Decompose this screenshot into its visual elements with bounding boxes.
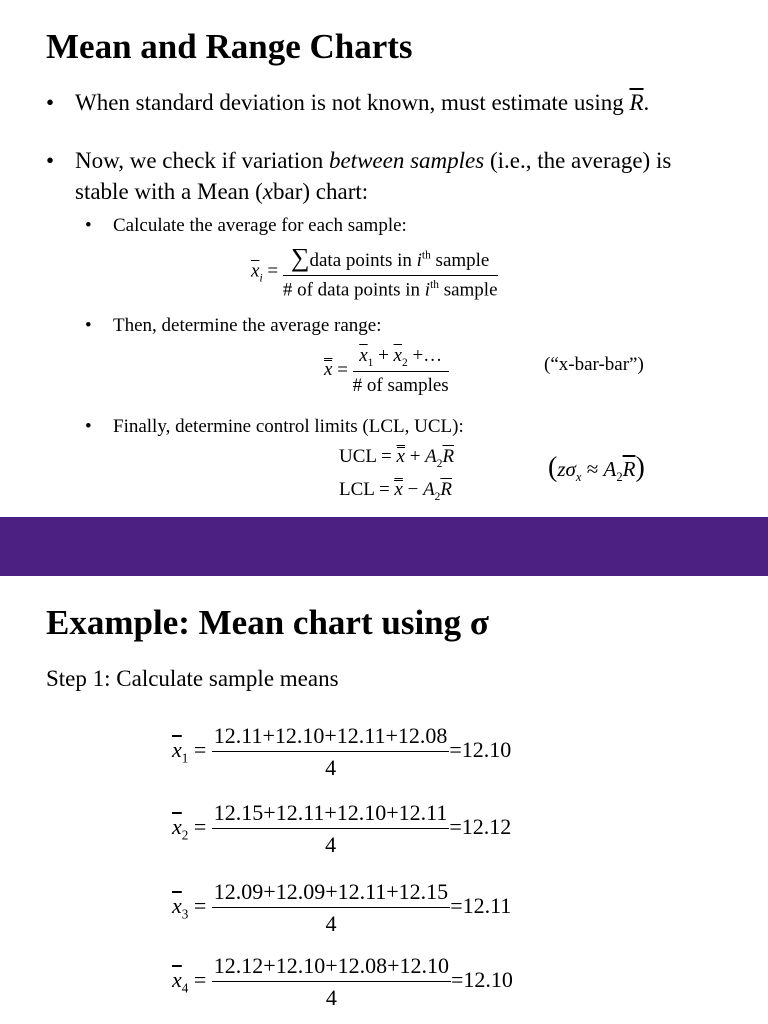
- formula1-num-pre: data points in: [309, 250, 417, 271]
- mean-eq: =: [193, 814, 207, 840]
- approx: ≈: [581, 457, 604, 481]
- formula2-eq: =: [337, 359, 348, 381]
- formula-sample-average: [251, 243, 498, 301]
- bullet-2-emphasis: between samples: [328, 148, 485, 173]
- mean-eq: =: [193, 893, 207, 919]
- mean-result: =12.11: [450, 893, 512, 919]
- formula1-den-post: sample: [438, 279, 498, 301]
- sub-bullet-1-text: Calculate the average for each sample:: [113, 215, 407, 236]
- ucl-a-sub: 2: [436, 457, 443, 470]
- formula2-fraction: [353, 345, 449, 397]
- bullet-2-line2-pre: stable with a Mean (: [75, 179, 263, 204]
- mean-var: $\overline{x}$: [172, 967, 182, 993]
- mean-var: $\overline{x}$: [172, 737, 182, 763]
- note-r: $\overline{R}$: [622, 457, 636, 481]
- bullet-2-line2-post: bar) chart:: [273, 179, 369, 204]
- plus: +: [373, 345, 394, 366]
- x2-sub: 2: [401, 356, 408, 369]
- formula1-eq: =: [267, 260, 279, 282]
- lcl-r: $\overline{R}$: [440, 479, 452, 500]
- sub-bullet-3-text: Finally, determine control limits (LCL, UCL):: [113, 416, 464, 437]
- slide-separator-band: [0, 517, 768, 576]
- z-sigma: zσ: [557, 457, 576, 481]
- lcl-x: x: [394, 479, 403, 500]
- mean-numerator: 12.09+12.09+12.11+12.15: [212, 879, 450, 908]
- mean-denominator: 4: [325, 985, 337, 1010]
- ucl-x: x: [396, 446, 405, 467]
- bullet-1-end: .: [643, 90, 650, 115]
- x1: $\overline{x}$: [359, 345, 368, 366]
- mean-var: $\overline{x}$: [172, 893, 182, 919]
- ucl-op: +: [404, 446, 426, 467]
- sub-bullet-3: [85, 416, 464, 438]
- ucl-a: A: [425, 446, 437, 467]
- sub-bullet-2-text: Then, determine the average range:: [113, 315, 382, 336]
- formula1-lhs-sub: i: [259, 272, 263, 285]
- mean-denominator: 4: [325, 755, 337, 780]
- x1-sub: 1: [367, 356, 374, 369]
- slide-title: Mean and Range Charts: [46, 27, 413, 66]
- sample-mean-equation: [172, 800, 511, 858]
- note-a: A: [603, 457, 617, 481]
- bullet-dot: •: [46, 90, 55, 115]
- formula1-den-pre: # of data points in: [282, 279, 425, 301]
- ucl-formula: [339, 446, 454, 470]
- mean-eq: =: [193, 967, 207, 993]
- x-double-bar: [324, 359, 332, 380]
- mean-eq: =: [193, 737, 207, 763]
- formula1-num-post: sample: [430, 250, 490, 271]
- bullet-dot: •: [85, 416, 92, 437]
- mean-result: =12.10: [449, 737, 512, 763]
- mean-numerator: 12.12+12.10+12.08+12.10: [212, 953, 451, 982]
- x-var: x: [262, 179, 273, 204]
- mean-sub: 4: [181, 980, 189, 996]
- paren-open: (: [548, 452, 558, 483]
- lcl-op: −: [402, 479, 424, 500]
- lcl-eq: =: [374, 479, 395, 500]
- mean-fraction: [212, 953, 451, 1011]
- bullet-dot: •: [46, 148, 55, 173]
- sample-mean-equation: [172, 953, 513, 1011]
- formula1-lhs: $\overline{x}$: [251, 260, 260, 282]
- bullet-1: [46, 90, 649, 116]
- mean-numerator: 12.11+12.10+12.11+12.08: [212, 723, 450, 752]
- bullet-2-text: Now, we check if variation: [75, 148, 329, 173]
- x2: $\overline{x}$: [393, 345, 402, 366]
- formula2-rest: +…: [407, 345, 443, 366]
- z-sigma-sub: x: [575, 470, 582, 485]
- lcl-x-double-bar: [394, 479, 402, 500]
- lcl-label: LCL: [339, 479, 375, 500]
- sample-mean-equation: [172, 879, 511, 937]
- bullet-dot: •: [85, 215, 92, 236]
- ucl-x-double-bar: [397, 446, 405, 467]
- formula2-lhs: x: [324, 359, 333, 381]
- formula1-fraction: [283, 243, 498, 301]
- ucl-r: $\overline{R}$: [442, 446, 455, 467]
- formula1-den-sup: th: [430, 279, 439, 291]
- lcl-a: A: [423, 479, 435, 500]
- r-bar: $\overline{R}$: [629, 90, 644, 115]
- mean-fraction: [212, 879, 450, 937]
- formula1-num-i: i: [416, 250, 422, 271]
- example-title: Example: Mean chart using σ: [46, 603, 489, 642]
- bullet-1-text: When standard deviation is not known, must estimate using: [75, 90, 630, 115]
- bullet-dot: •: [85, 315, 92, 336]
- mean-result: =12.12: [449, 814, 512, 840]
- bullet-2: [46, 148, 671, 174]
- formula-grand-mean: [324, 345, 449, 397]
- mean-fraction: [212, 723, 450, 781]
- lcl-a-sub: 2: [434, 490, 441, 503]
- paren-close: ): [635, 452, 645, 483]
- step-label: Step 1: Calculate sample means: [46, 666, 339, 691]
- sub-bullet-2: [85, 315, 382, 337]
- formula1-denominator: [283, 276, 498, 301]
- mean-numerator: 12.15+12.11+12.10+12.11: [212, 800, 450, 829]
- sample-mean-equation: [172, 723, 511, 781]
- note-a-sub: 2: [616, 470, 623, 485]
- sigma-approx-note: [548, 452, 645, 485]
- ucl-eq: =: [376, 446, 397, 467]
- sub-bullet-1: [85, 215, 407, 237]
- sum-symbol: ∑: [290, 243, 310, 272]
- lcl-formula: [339, 479, 452, 503]
- formula1-den-i: i: [424, 279, 431, 301]
- formula1-numerator: [283, 243, 498, 276]
- bullet-2-mid: (i.e., the average) is: [484, 148, 672, 173]
- mean-denominator: 4: [325, 832, 337, 857]
- ucl-label: UCL: [339, 446, 377, 467]
- mean-result: =12.10: [451, 967, 513, 993]
- mean-var: $\overline{x}$: [172, 814, 182, 840]
- formula1-num-sup: th: [421, 249, 431, 262]
- mean-sub: 2: [181, 827, 189, 843]
- formula2-numerator: [353, 345, 449, 372]
- mean-fraction: [212, 800, 450, 858]
- mean-sub: 3: [181, 906, 189, 922]
- formula2-denominator: # of samples: [352, 374, 449, 396]
- mean-denominator: 4: [325, 911, 337, 936]
- mean-sub: 1: [181, 750, 189, 766]
- x-bar-bar-note: (“x-bar-bar”): [544, 354, 644, 375]
- bullet-2-line2: [75, 179, 368, 205]
